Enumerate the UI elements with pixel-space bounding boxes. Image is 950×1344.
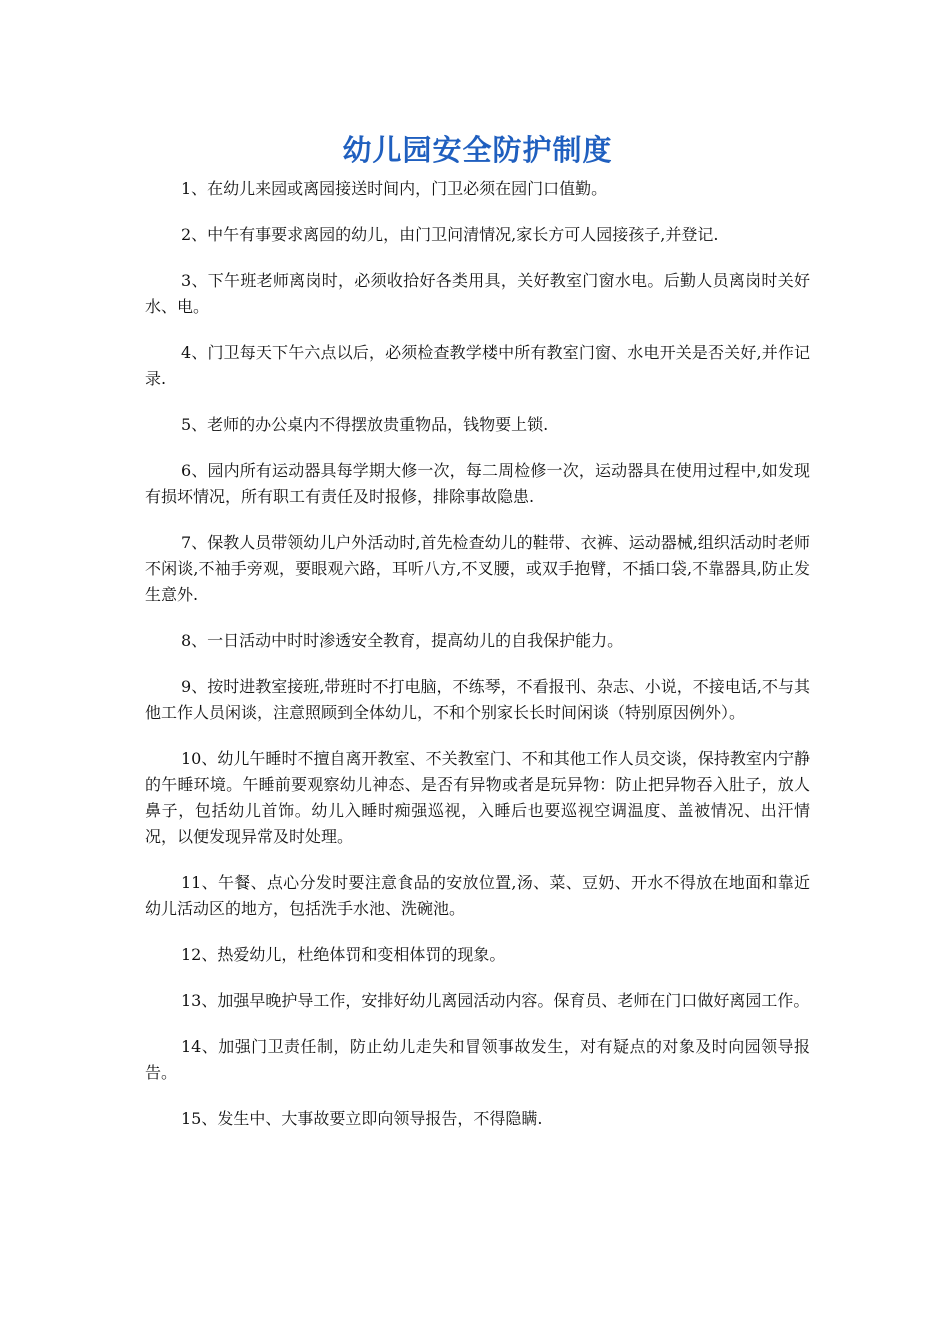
document-page xyxy=(145,128,810,1152)
rule-item: 10、幼儿午睡时不擅自离开教室、不关教室门、不和其他工作人员交谈，保持教室内宁静的午睡环境。午睡前要观察幼儿神态、是否有异物或者是玩异物：防止把异物吞入肚子，放人鼻子，包括幼儿首饰。幼儿入睡时痴强巡视，入睡后也要巡视空调温度、盖被情况、出汗情况，以便发现异常及时处理。 xyxy=(145,749,810,846)
rule-item: 15、发生中、大事故要立即向领导报告，不得隐瞒. xyxy=(181,1109,543,1128)
rules-list xyxy=(145,176,810,1132)
document-title: 幼儿园安全防护制度 xyxy=(342,133,613,167)
rule-item: 1、在幼儿来园或离园接送时间内，门卫必须在园门口值勤。 xyxy=(181,179,608,198)
rule-item: 4、门卫每天下午六点以后，必须检查教学楼中所有教室门窗、水电开关是否关好,并作记录. xyxy=(145,343,810,388)
rule-item: 9、按时进教室接班,带班时不打电脑，不练琴，不看报刊、杂志、小说，不接电话,不与其他工作人员闲谈，注意照顾到全体幼儿，不和个别家长长时间闲谈（特别原因例外）。 xyxy=(145,677,810,722)
rule-item: 14、加强门卫责任制，防止幼儿走失和冒领事故发生，对有疑点的对象及时向园领导报告。 xyxy=(145,1037,810,1082)
rule-item: 3、下午班老师离岗时，必须收拾好各类用具，关好教室门窗水电。后勤人员离岗时关好水、电。 xyxy=(145,271,810,316)
rule-item: 2、中午有事要求离园的幼儿，由门卫问清情况,家长方可人园接孩子,并登记. xyxy=(181,225,719,244)
rule-item: 11、午餐、点心分发时要注意食品的安放位置,汤、菜、豆奶、开水不得放在地面和靠近幼儿活动区的地方，包括洗手水池、洗碗池。 xyxy=(145,873,810,918)
rule-item: 8、一日活动中时时渗透安全教育，提高幼儿的自我保护能力。 xyxy=(181,631,624,650)
rule-item: 13、加强早晚护导工作，安排好幼儿离园活动内容。保育员、老师在门口做好离园工作。 xyxy=(181,991,810,1010)
rule-item: 6、园内所有运动器具每学期大修一次，每二周检修一次，运动器具在使用过程中,如发现有损坏情况，所有职工有责任及时报修，排除事故隐患. xyxy=(145,461,810,506)
rule-item: 12、热爱幼儿，杜绝体罚和变相体罚的现象。 xyxy=(181,945,506,964)
rule-item: 7、保教人员带领幼儿户外活动时,首先检查幼儿的鞋带、衣裤、运动器械,组织活动时老师不闲谈,不袖手旁观，要眼观六路，耳听八方,不叉腰，或双手抱臂，不插口袋,不靠器具,防止发生意外. xyxy=(145,533,810,604)
rule-item: 5、老师的办公桌内不得摆放贵重物品，钱物要上锁. xyxy=(181,415,549,434)
